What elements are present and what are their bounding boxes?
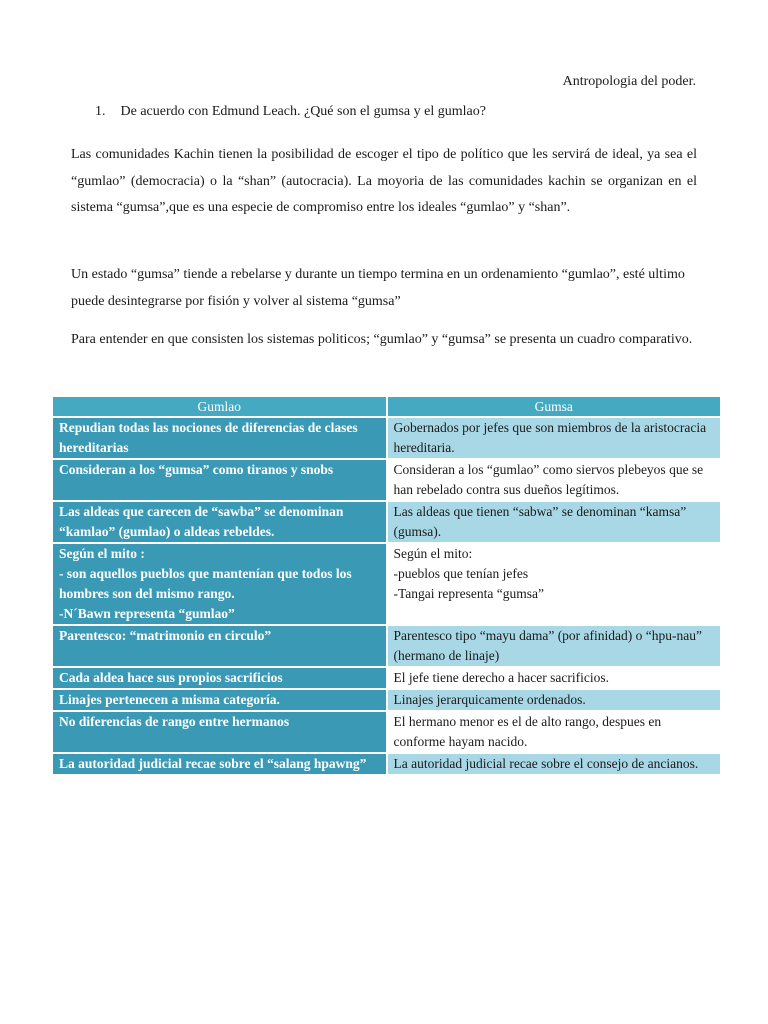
table-row [53, 689, 720, 711]
gumlao-cell: Según el mito : - son aquellos pueblos que mantenían que todos los hombres son del mismo rango. -N´Bawn representa “gumlao” [53, 543, 387, 625]
paragraph-cycle: Un estado “gumsa” tiende a rebelarse y durante un tiempo termina en un ordenamiento “gumlao”, esté ultimo puede desintegrarse por fisión y volver al sistema “gumsa” [71, 267, 685, 309]
gumlao-cell: Cada aldea hace sus propios sacrificios [53, 667, 387, 689]
gumlao-cell: Parentesco: “matrimonio en circulo” [53, 625, 387, 667]
table-row [53, 625, 720, 667]
header-gumsa: Gumsa [387, 397, 721, 417]
table-row [53, 459, 720, 501]
gumlao-cell: No diferencias de rango entre hermanos [53, 711, 387, 753]
gumlao-cell: La autoridad judicial recae sobre el “salang hpawng” [53, 753, 387, 774]
table-row [53, 417, 720, 459]
gumsa-cell: Según el mito: -pueblos que tenían jefes -Tangai representa “gumsa” [387, 543, 721, 625]
table-row [53, 501, 720, 543]
gumsa-cell: Parentesco tipo “mayu dama” (por afinidad) o “hpu-nau” (hermano de linaje) [387, 625, 721, 667]
gumsa-cell: Las aldeas que tienen “sabwa” se denominan “kamsa” (gumsa). [387, 501, 721, 543]
gumlao-cell: Linajes pertenecen a misma categoría. [53, 689, 387, 711]
paragraph-table-intro: Para entender en que consisten los sistemas politicos; “gumlao” y “gumsa” se presenta un cuadro comparativo. [71, 332, 693, 347]
gumsa-cell: Gobernados por jefes que son miembros de la aristocracia hereditaria. [387, 417, 721, 459]
gumsa-cell: El jefe tiene derecho a hacer sacrificios. [387, 667, 721, 689]
gumsa-cell: La autoridad judicial recae sobre el consejo de ancianos. [387, 753, 721, 774]
table-row [53, 667, 720, 689]
header-gumlao: Gumlao [53, 397, 387, 417]
course-title: Antropologia del poder. [562, 74, 696, 89]
question-heading [95, 104, 486, 120]
table-header-row [53, 397, 720, 417]
table-row [53, 543, 720, 625]
gumlao-cell: Las aldeas que carecen de “sawba” se denominan “kamlao” (gumlao) o aldeas rebeldes. [53, 501, 387, 543]
question-text: De acuerdo con Edmund Leach. ¿Qué son el gumsa y el gumlao? [120, 104, 486, 119]
paragraph-intro: Las comunidades Kachin tienen la posibilidad de escoger el tipo de político que les servirá de ideal, ya sea el “gumlao” (democracia) o la “shan” (autocracia). La moyoria de las comunidades kachin se organizan en el sistema “gumsa”,que es una especie de compromiso entre los ideales “gumlao” y “shan”. [71, 147, 697, 215]
question-number: 1. [95, 104, 106, 119]
gumsa-cell: El hermano menor es el de alto rango, despues en conforme hayam nacido. [387, 711, 721, 753]
gumsa-cell: Consideran a los “gumlao” como siervos plebeyos que se han rebelado contra sus dueños legítimos. [387, 459, 721, 501]
table-row [53, 711, 720, 753]
gumlao-cell: Repudian todas las nociones de diferencias de clases hereditarias [53, 417, 387, 459]
gumlao-cell: Consideran a los “gumsa” como tiranos y snobs [53, 459, 387, 501]
comparison-table [53, 397, 720, 774]
gumsa-cell: Linajes jerarquicamente ordenados. [387, 689, 721, 711]
table-row [53, 753, 720, 774]
